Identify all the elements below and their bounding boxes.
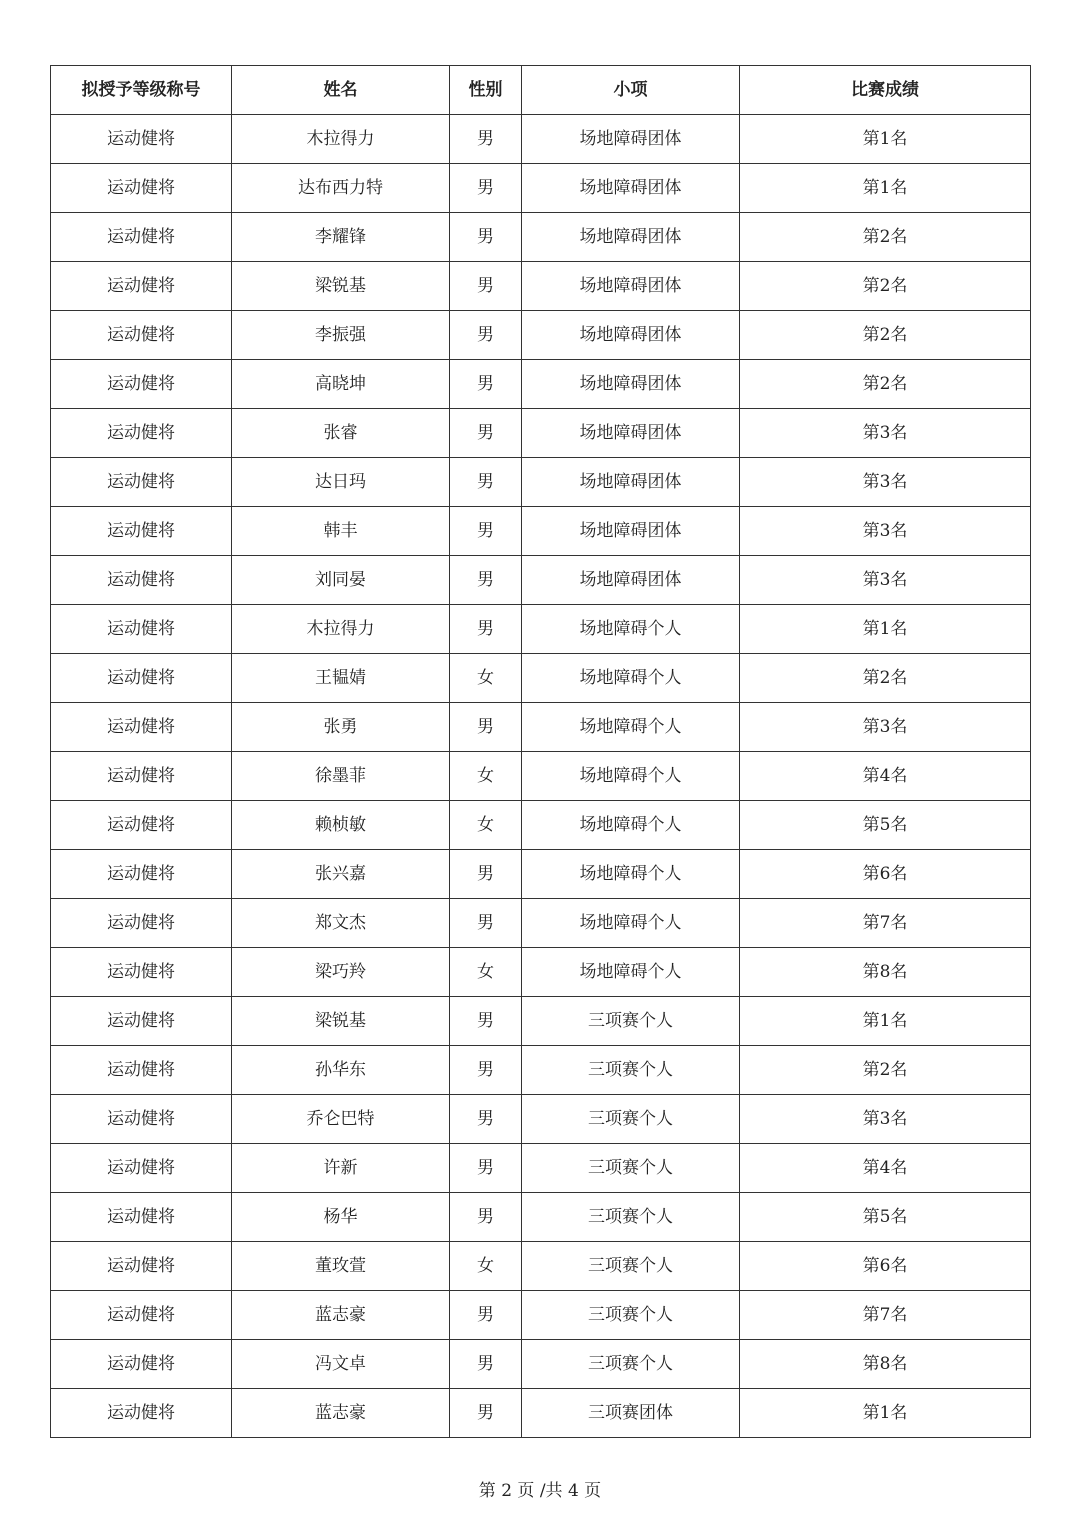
cell-title-rank: 运动健将 [51, 1340, 232, 1389]
cell-title-rank: 运动健将 [51, 1389, 232, 1438]
cell-title-rank: 运动健将 [51, 752, 232, 801]
table-row [51, 899, 1031, 948]
cell-gender: 男 [450, 311, 522, 360]
cell-result: 第8名 [740, 948, 1031, 997]
table-row [51, 1144, 1031, 1193]
cell-event: 场地障碍团体 [522, 507, 740, 556]
cell-name: 张勇 [232, 703, 450, 752]
table-row [51, 801, 1031, 850]
cell-event: 三项赛个人 [522, 1144, 740, 1193]
cell-gender: 男 [450, 115, 522, 164]
table-row [51, 311, 1031, 360]
cell-name: 张睿 [232, 409, 450, 458]
cell-name: 蓝志豪 [232, 1389, 450, 1438]
cell-name: 达日玛 [232, 458, 450, 507]
cell-title-rank: 运动健将 [51, 703, 232, 752]
cell-title-rank: 运动健将 [51, 1095, 232, 1144]
cell-event: 场地障碍个人 [522, 752, 740, 801]
cell-gender: 男 [450, 899, 522, 948]
table-row [51, 752, 1031, 801]
table-row [51, 605, 1031, 654]
cell-gender: 男 [450, 703, 522, 752]
cell-result: 第2名 [740, 360, 1031, 409]
cell-title-rank: 运动健将 [51, 1242, 232, 1291]
header-result: 比赛成绩 [740, 66, 1031, 115]
cell-title-rank: 运动健将 [51, 1046, 232, 1095]
table-row [51, 1389, 1031, 1438]
cell-result: 第4名 [740, 1144, 1031, 1193]
cell-event: 三项赛个人 [522, 1095, 740, 1144]
cell-gender: 男 [450, 1144, 522, 1193]
cell-event: 场地障碍团体 [522, 458, 740, 507]
cell-result: 第3名 [740, 556, 1031, 605]
cell-name: 王韫婧 [232, 654, 450, 703]
table-row [51, 850, 1031, 899]
cell-title-rank: 运动健将 [51, 213, 232, 262]
cell-gender: 男 [450, 360, 522, 409]
cell-result: 第8名 [740, 1340, 1031, 1389]
cell-name: 许新 [232, 1144, 450, 1193]
table-row [51, 556, 1031, 605]
cell-event: 三项赛个人 [522, 1193, 740, 1242]
cell-title-rank: 运动健将 [51, 605, 232, 654]
table-row [51, 1095, 1031, 1144]
cell-title-rank: 运动健将 [51, 262, 232, 311]
table-row [51, 703, 1031, 752]
cell-result: 第3名 [740, 458, 1031, 507]
cell-title-rank: 运动健将 [51, 360, 232, 409]
table-row [51, 1046, 1031, 1095]
cell-event: 三项赛团体 [522, 1389, 740, 1438]
cell-gender: 男 [450, 262, 522, 311]
table-row [51, 360, 1031, 409]
results-table [50, 65, 1031, 1438]
header-row [51, 66, 1031, 115]
cell-result: 第5名 [740, 1193, 1031, 1242]
cell-name: 徐墨菲 [232, 752, 450, 801]
cell-result: 第7名 [740, 899, 1031, 948]
cell-event: 场地障碍团体 [522, 164, 740, 213]
cell-title-rank: 运动健将 [51, 311, 232, 360]
cell-event: 场地障碍个人 [522, 703, 740, 752]
cell-event: 场地障碍团体 [522, 360, 740, 409]
cell-name: 梁锐基 [232, 262, 450, 311]
cell-event: 场地障碍个人 [522, 654, 740, 703]
cell-result: 第7名 [740, 1291, 1031, 1340]
cell-event: 场地障碍个人 [522, 899, 740, 948]
cell-gender: 男 [450, 507, 522, 556]
page-footer: 第 2 页 /共 4 页 [478, 1481, 602, 1501]
cell-gender: 男 [450, 556, 522, 605]
cell-title-rank: 运动健将 [51, 899, 232, 948]
cell-event: 场地障碍个人 [522, 801, 740, 850]
cell-result: 第6名 [740, 850, 1031, 899]
cell-result: 第1名 [740, 997, 1031, 1046]
cell-event: 场地障碍个人 [522, 605, 740, 654]
table-row [51, 262, 1031, 311]
cell-name: 木拉得力 [232, 115, 450, 164]
cell-result: 第3名 [740, 1095, 1031, 1144]
table-header [51, 66, 1031, 115]
cell-gender: 女 [450, 654, 522, 703]
cell-result: 第2名 [740, 654, 1031, 703]
cell-name: 冯文卓 [232, 1340, 450, 1389]
cell-name: 乔仑巴特 [232, 1095, 450, 1144]
cell-title-rank: 运动健将 [51, 507, 232, 556]
cell-gender: 男 [450, 1389, 522, 1438]
header-event: 小项 [522, 66, 740, 115]
cell-gender: 女 [450, 801, 522, 850]
cell-title-rank: 运动健将 [51, 409, 232, 458]
cell-title-rank: 运动健将 [51, 1291, 232, 1340]
cell-result: 第2名 [740, 262, 1031, 311]
table-row [51, 1291, 1031, 1340]
cell-result: 第6名 [740, 1242, 1031, 1291]
cell-name: 李耀锋 [232, 213, 450, 262]
table-row [51, 164, 1031, 213]
cell-event: 场地障碍团体 [522, 262, 740, 311]
cell-title-rank: 运动健将 [51, 850, 232, 899]
cell-result: 第3名 [740, 507, 1031, 556]
cell-gender: 男 [450, 1046, 522, 1095]
cell-gender: 男 [450, 458, 522, 507]
cell-name: 杨华 [232, 1193, 450, 1242]
cell-name: 赖桢敏 [232, 801, 450, 850]
cell-name: 梁锐基 [232, 997, 450, 1046]
cell-result: 第3名 [740, 703, 1031, 752]
cell-gender: 男 [450, 1291, 522, 1340]
cell-gender: 男 [450, 850, 522, 899]
cell-gender: 男 [450, 164, 522, 213]
header-gender: 性别 [450, 66, 522, 115]
table-row [51, 1242, 1031, 1291]
cell-event: 三项赛个人 [522, 1046, 740, 1095]
table-row [51, 654, 1031, 703]
table-row [51, 409, 1031, 458]
cell-title-rank: 运动健将 [51, 458, 232, 507]
cell-name: 孙华东 [232, 1046, 450, 1095]
cell-result: 第1名 [740, 115, 1031, 164]
header-title-rank: 拟授予等级称号 [51, 66, 232, 115]
cell-event: 场地障碍个人 [522, 850, 740, 899]
cell-name: 郑文杰 [232, 899, 450, 948]
cell-event: 场地障碍团体 [522, 311, 740, 360]
cell-result: 第2名 [740, 213, 1031, 262]
cell-name: 高晓坤 [232, 360, 450, 409]
cell-result: 第1名 [740, 164, 1031, 213]
cell-title-rank: 运动健将 [51, 801, 232, 850]
cell-name: 木拉得力 [232, 605, 450, 654]
cell-event: 场地障碍团体 [522, 115, 740, 164]
table-row [51, 458, 1031, 507]
table-row [51, 997, 1031, 1046]
cell-result: 第4名 [740, 752, 1031, 801]
cell-event: 三项赛个人 [522, 1291, 740, 1340]
cell-name: 张兴嘉 [232, 850, 450, 899]
header-name: 姓名 [232, 66, 450, 115]
cell-event: 三项赛个人 [522, 1340, 740, 1389]
cell-result: 第3名 [740, 409, 1031, 458]
cell-title-rank: 运动健将 [51, 654, 232, 703]
cell-name: 梁巧羚 [232, 948, 450, 997]
cell-name: 韩丰 [232, 507, 450, 556]
cell-result: 第1名 [740, 1389, 1031, 1438]
table-row [51, 1340, 1031, 1389]
cell-name: 达布西力特 [232, 164, 450, 213]
table-row [51, 1193, 1031, 1242]
cell-gender: 男 [450, 605, 522, 654]
table-body [51, 115, 1031, 1438]
cell-name: 李振强 [232, 311, 450, 360]
cell-title-rank: 运动健将 [51, 1144, 232, 1193]
cell-result: 第1名 [740, 605, 1031, 654]
table-row [51, 115, 1031, 164]
cell-gender: 男 [450, 1193, 522, 1242]
cell-event: 场地障碍个人 [522, 948, 740, 997]
cell-title-rank: 运动健将 [51, 115, 232, 164]
cell-result: 第2名 [740, 1046, 1031, 1095]
cell-event: 三项赛个人 [522, 997, 740, 1046]
cell-event: 场地障碍团体 [522, 556, 740, 605]
cell-result: 第5名 [740, 801, 1031, 850]
cell-gender: 男 [450, 1095, 522, 1144]
cell-name: 董玫萱 [232, 1242, 450, 1291]
cell-event: 场地障碍团体 [522, 409, 740, 458]
cell-title-rank: 运动健将 [51, 1193, 232, 1242]
table-row [51, 507, 1031, 556]
cell-event: 三项赛个人 [522, 1242, 740, 1291]
cell-gender: 女 [450, 948, 522, 997]
cell-title-rank: 运动健将 [51, 164, 232, 213]
cell-result: 第2名 [740, 311, 1031, 360]
cell-gender: 女 [450, 752, 522, 801]
cell-title-rank: 运动健将 [51, 997, 232, 1046]
cell-gender: 男 [450, 213, 522, 262]
cell-name: 蓝志豪 [232, 1291, 450, 1340]
cell-gender: 男 [450, 997, 522, 1046]
cell-event: 场地障碍团体 [522, 213, 740, 262]
table-row [51, 213, 1031, 262]
cell-name: 刘同晏 [232, 556, 450, 605]
cell-gender: 男 [450, 409, 522, 458]
cell-gender: 男 [450, 1340, 522, 1389]
cell-title-rank: 运动健将 [51, 556, 232, 605]
cell-title-rank: 运动健将 [51, 948, 232, 997]
table-row [51, 948, 1031, 997]
cell-gender: 女 [450, 1242, 522, 1291]
